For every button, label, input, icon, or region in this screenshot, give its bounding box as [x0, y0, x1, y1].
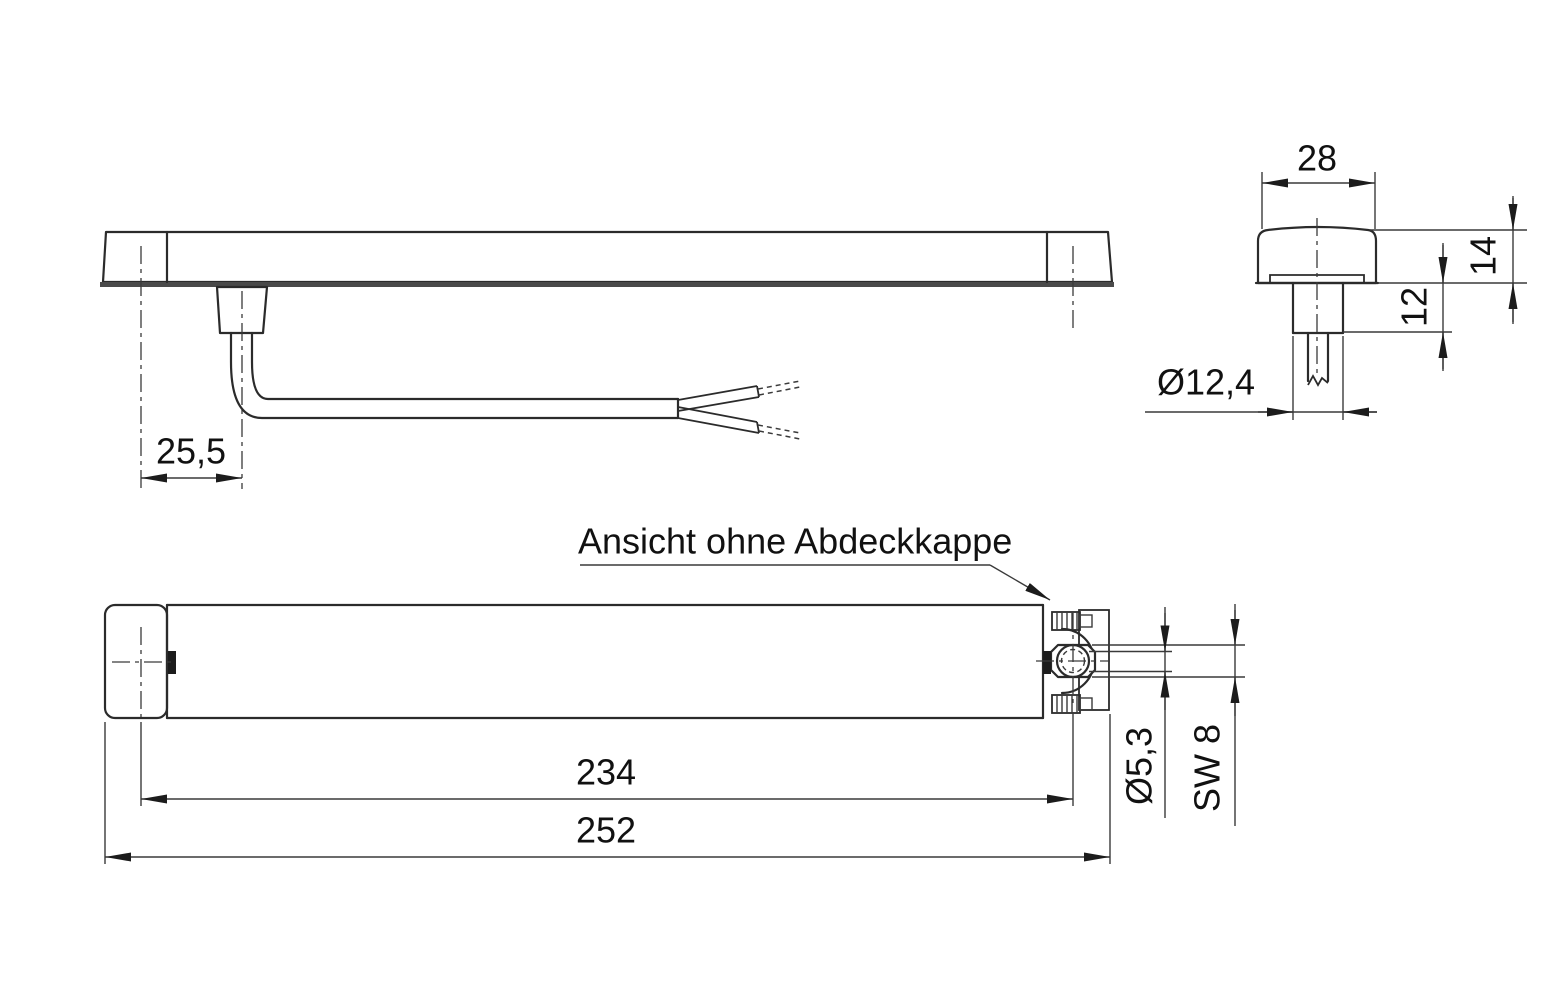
cable-outer-edge [231, 333, 678, 418]
top-ribbed-clip [1052, 612, 1092, 630]
end-view-stem [1293, 283, 1343, 333]
dim-label-stem-height: 12 [1393, 286, 1435, 328]
dim-label-hole-diameter: Ø5,3 [1118, 726, 1160, 806]
dim-label-hole-distance: 234 [575, 751, 637, 793]
dimension-14 [1463, 196, 1514, 324]
dim-label-offset: 25,5 [155, 430, 227, 472]
dimension-12 [1394, 243, 1444, 371]
right-bracket-assembly [1036, 610, 1245, 713]
dimension-5-3 [1119, 607, 1166, 818]
dim-label-width: 28 [1296, 137, 1338, 179]
dimension-sw8 [1187, 604, 1236, 826]
wire-upper [678, 381, 800, 411]
end-view-cross-section [1145, 138, 1527, 421]
cable-inner-edge [252, 333, 678, 399]
dim-label-overall-length: 252 [575, 809, 637, 851]
side-view-lamp-with-cable [100, 232, 1114, 489]
end-view-cable-tube [1308, 333, 1328, 385]
dimension-12-4 [1145, 336, 1377, 420]
dimension-25-5 [141, 431, 242, 479]
leader-note [578, 521, 1050, 601]
bottom-ribbed-clip [1052, 695, 1092, 713]
note-leader-line [990, 565, 1050, 600]
note-label-view-without-cap: Ansicht ohne Abdeckkappe [578, 520, 1013, 562]
front-view-without-cap [105, 521, 1245, 865]
dim-label-cap-height: 14 [1462, 235, 1504, 277]
front-view-housing [167, 605, 1043, 718]
dim-label-stem-diameter: Ø12,4 [1156, 361, 1256, 403]
side-view-body [103, 232, 1112, 282]
right-contact-clip [1043, 651, 1051, 674]
break-symbol [1308, 376, 1328, 385]
dim-label-wrench-size: SW 8 [1186, 723, 1228, 813]
wire-lower [678, 407, 800, 439]
dimension-28 [1262, 138, 1375, 230]
dimension-234 [141, 712, 1073, 806]
